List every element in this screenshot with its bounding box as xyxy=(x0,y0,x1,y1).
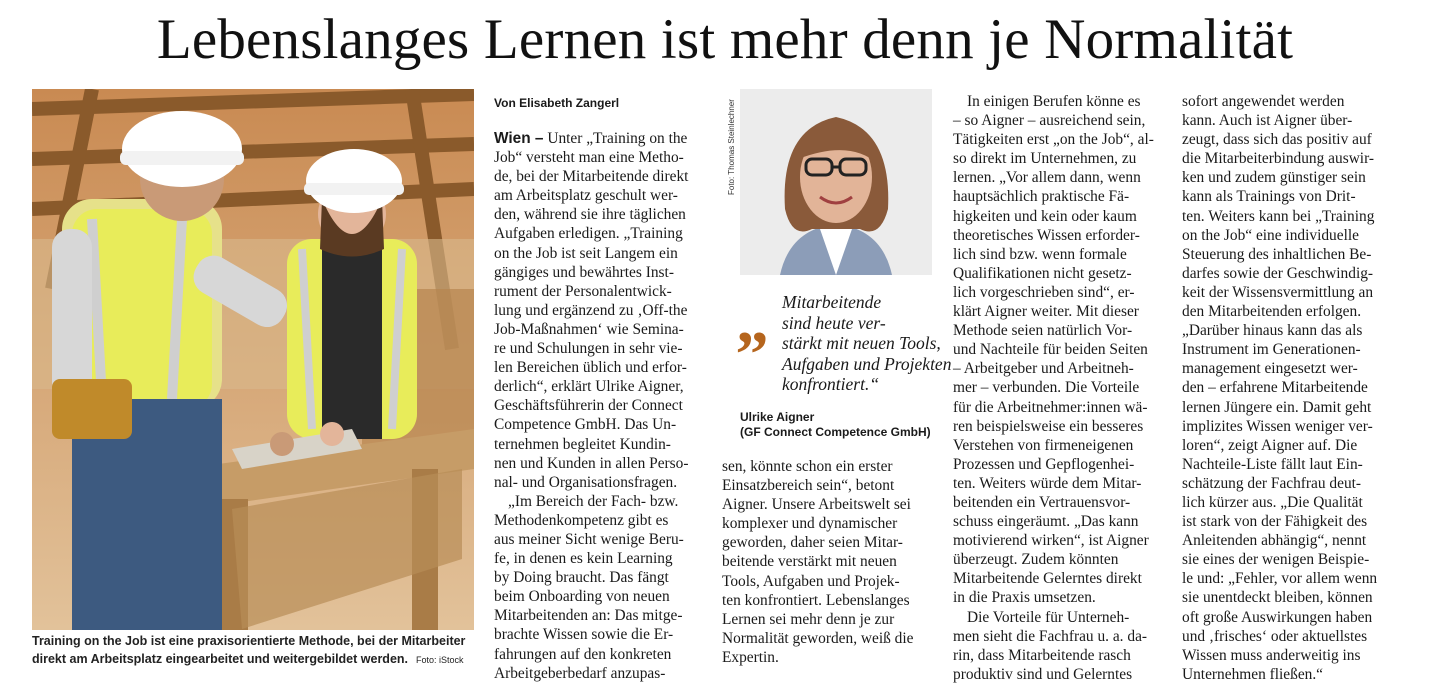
line: den Mitarbeitenden erfolgen. xyxy=(1182,303,1362,321)
line: Die Vorteile für Unterneh- xyxy=(967,608,1130,626)
pull-quote xyxy=(782,292,952,395)
line: den – erfahrene Mitarbeitende xyxy=(1182,379,1368,397)
line: Normalität geworden, weiß die xyxy=(722,629,914,647)
line: lernen. „Vor allem dann, wenn xyxy=(953,169,1141,187)
paragraph-5 xyxy=(953,608,1166,684)
line: so direkt im Unternehmen, zu xyxy=(953,150,1137,168)
line: Aufgaben erledigen. „Training xyxy=(494,225,683,243)
line: komplexer und dynamischer xyxy=(722,515,898,533)
line: keit der Wissensvermittlung an xyxy=(1182,283,1374,301)
line: Unternehmen fließen.“ xyxy=(1182,665,1324,683)
column-3 xyxy=(953,92,1166,684)
column-2 xyxy=(722,457,934,667)
line: nen und Kunden in allen Perso- xyxy=(494,454,689,472)
line: Mitarbeitende Gelerntes direkt xyxy=(953,570,1142,588)
quote-mark: „ xyxy=(736,284,769,357)
quote-author-name: Ulrike Aigner xyxy=(740,410,815,424)
line: oft große Auswirkungen haben xyxy=(1182,608,1373,626)
line: Arbeitgeberbedarf anzupas- xyxy=(494,664,666,682)
line: Methode seien natürlich Vor- xyxy=(953,322,1133,340)
line: le und: „Fehler, vor allem wenn xyxy=(1182,570,1378,588)
line: fahrungen auf den konkreten xyxy=(494,645,672,663)
line: motivierend wirken“, ist Aigner xyxy=(953,532,1149,550)
line: len Bereichen üblich und erfor- xyxy=(494,359,687,377)
line: sen, könnte schon ein erster xyxy=(722,458,893,475)
line: überzeugt. Zudem könnten xyxy=(953,551,1119,569)
line: Aigner. Unsere Arbeitswelt sei xyxy=(722,496,911,514)
line: schuss eingeräumt. „Das kann xyxy=(953,513,1139,531)
line: Prozessen und Gepflogenhei- xyxy=(953,455,1135,473)
paragraph-3 xyxy=(722,457,934,667)
line: management eingesetzt wer- xyxy=(1182,360,1358,378)
line: Competence GmbH. Das Un- xyxy=(494,416,677,434)
line: Instrument im Generationen- xyxy=(1182,341,1361,359)
line: lung und ergänzend zu ‚Off-the xyxy=(494,301,688,319)
line: Methodenkompetenz gibt es xyxy=(494,511,669,529)
line: lich vorgeschrieben sind“, er- xyxy=(953,283,1135,301)
line: kann als Trainings von Drit- xyxy=(1182,188,1356,206)
column-1 xyxy=(494,129,708,683)
paragraph-2 xyxy=(494,492,708,683)
line: In einigen Berufen könne es xyxy=(967,93,1141,110)
line: sofort angewendet werden xyxy=(1182,93,1345,110)
line: theoretisches Wissen erforder- xyxy=(953,226,1140,244)
quote-line: Aufgaben und Projekten xyxy=(782,353,952,374)
caption-text: Training on the Job ist eine praxisorientierte Methode, bei der Mitarbeiter direkt am Arbeitsplatz eingearbeitet und weitergebildet werden. xyxy=(32,634,466,666)
construction-photo xyxy=(32,89,474,630)
line: Verstehen von firmeneigenen xyxy=(953,436,1134,454)
line: derlich“, erklärt Ulrike Aigner, xyxy=(494,378,684,396)
line: implizites Wissen weniger ver- xyxy=(1182,417,1373,435)
line: ken und zudem günstiger sein xyxy=(1182,169,1366,187)
line: Nachteile-Liste fällt laut Ein- xyxy=(1182,455,1363,473)
line: Qualifikationen nicht gesetz- xyxy=(953,264,1132,282)
photo-caption xyxy=(32,632,482,669)
quote-line: sind heute ver- xyxy=(782,312,886,333)
line: darfes sowie der Geschwindig- xyxy=(1182,264,1374,282)
line: schätzung der Fachfrau deut- xyxy=(1182,474,1362,492)
line: geworden, daher seien Mitar- xyxy=(722,534,903,552)
byline: Von Elisabeth Zangerl xyxy=(494,96,620,110)
line: Unter „Training on the xyxy=(547,130,688,147)
line: „Darüber hinaus kann das als xyxy=(1182,322,1363,340)
line: nal- und Organisationsfragen. xyxy=(494,473,678,491)
quote-line: Mitarbeitende xyxy=(782,292,882,312)
quote-author xyxy=(740,410,931,440)
line: – Arbeitgeber und Arbeitneh- xyxy=(953,360,1134,378)
paragraph-4 xyxy=(953,92,1166,608)
line: Steuerung des inhaltlichen Be- xyxy=(1182,245,1372,263)
dateline: Wien – xyxy=(494,130,544,147)
line: zeugt, dass sich das positiv auf xyxy=(1182,131,1372,149)
line: loren“, zeigt Aigner auf. Die xyxy=(1182,436,1358,454)
photo-credit: Foto: iStock xyxy=(416,655,464,665)
line: rin, dass Mitarbeitende rasch xyxy=(953,646,1131,664)
portrait-photo xyxy=(740,89,932,275)
line: Einsatzbereich sein“, betont xyxy=(722,477,895,495)
paragraph-6 xyxy=(1182,92,1394,684)
line: Geschäftsführerin der Connect xyxy=(494,397,683,415)
line: on the Job ist seit Langem ein xyxy=(494,244,678,262)
line: lich kürzer aus. „Die Qualität xyxy=(1182,493,1363,511)
line: gängiges und bewährtes Inst- xyxy=(494,263,674,281)
line: ten. Weiters würde dem Mitar- xyxy=(953,474,1142,492)
line: men sieht die Fachfrau u. a. da- xyxy=(953,627,1148,645)
line: Wissen muss anderweitig ins xyxy=(1182,646,1361,664)
line: on the Job“ eine individuelle xyxy=(1182,226,1359,244)
line: hauptsächlich praktische Fä- xyxy=(953,188,1130,206)
line: die Mitarbeiterbindung auswir- xyxy=(1182,150,1375,168)
line: ist stark von der Fähigkeit des xyxy=(1182,513,1368,531)
line: ren beispielsweise ein besseres xyxy=(953,417,1144,435)
line: Lernen sei mehr denn je zur xyxy=(722,610,895,628)
line: fe, in denen es kein Learning xyxy=(494,550,673,568)
line: ten konfrontiert. Lebenslanges xyxy=(722,591,910,609)
line: und ‚frisches‘ oder aktuellstes xyxy=(1182,627,1368,645)
line: klärt Aigner weiter. Mit dieser xyxy=(953,303,1139,321)
line: lernen Jüngere ein. Damit geht xyxy=(1182,398,1372,416)
line: brachte Wissen sowie die Er- xyxy=(494,626,674,644)
line: Expertin. xyxy=(722,648,779,666)
line: de, bei der Mitarbeitende direkt xyxy=(494,168,689,186)
paragraph-1 xyxy=(494,129,708,492)
line: in die Praxis umsetzen. xyxy=(953,589,1096,607)
line: ternehmen begleitet Kundin- xyxy=(494,435,671,453)
line: Anleitenden abhängig“, nennt xyxy=(1182,532,1367,550)
line: higkeiten und kein oder kaum xyxy=(953,207,1137,225)
quote-line: konfrontiert.“ xyxy=(782,374,880,394)
line: kann. Auch ist Aigner über- xyxy=(1182,112,1353,130)
line: für die Arbeitnehmer:innen wä- xyxy=(953,398,1148,416)
line: beim Onboarding von neuen xyxy=(494,588,670,606)
line: beitende verstärkt mit neuen xyxy=(722,553,897,571)
line: Tools, Aufgaben und Projek- xyxy=(722,572,900,590)
line: Job“ versteht man eine Metho- xyxy=(494,149,684,167)
quote-line: stärkt mit neuen Tools, xyxy=(782,333,941,353)
line: sie unentdeckt bleiben, können xyxy=(1182,589,1373,607)
line: am Arbeitsplatz geschult wer- xyxy=(494,187,678,205)
portrait-credit: Foto: Thomas Steinlechner xyxy=(727,99,736,195)
line: beitenden ein Vertrauensvor- xyxy=(953,493,1131,511)
line: lich sind bzw. wenn formale xyxy=(953,245,1127,263)
line: rument der Personalentwick- xyxy=(494,282,672,300)
headline: Lebenslanges Lernen ist mehr denn je Normalität xyxy=(156,8,1294,71)
line: aus meiner Sicht wenige Beru- xyxy=(494,530,684,548)
line: mer – verbunden. Die Vorteile xyxy=(953,379,1140,397)
line: Tätigkeiten erst „on the Job“, al- xyxy=(953,131,1154,149)
line: produktiv sind und Gelerntes xyxy=(953,665,1133,683)
line: den, während sie ihre täglichen xyxy=(494,206,686,224)
line: Mitarbeitenden an: Das mitge- xyxy=(494,607,683,625)
line: sie eines der wenigen Beispie- xyxy=(1182,551,1370,569)
line: „Im Bereich der Fach- bzw. xyxy=(508,492,679,510)
line: re und Schulungen in sehr vie- xyxy=(494,340,683,358)
column-4 xyxy=(1182,92,1394,684)
quote-author-title: (GF Connect Competence GmbH) xyxy=(740,425,931,439)
line: und Nachteile für beiden Seiten xyxy=(953,341,1148,359)
line: by Doing braucht. Das fängt xyxy=(494,569,669,587)
line: – so Aigner – ausreichend sein, xyxy=(953,112,1146,130)
line: ten. Weiters kann bei „Training xyxy=(1182,207,1375,225)
line: Job-Maßnahmen‘ wie Semina- xyxy=(494,320,684,338)
